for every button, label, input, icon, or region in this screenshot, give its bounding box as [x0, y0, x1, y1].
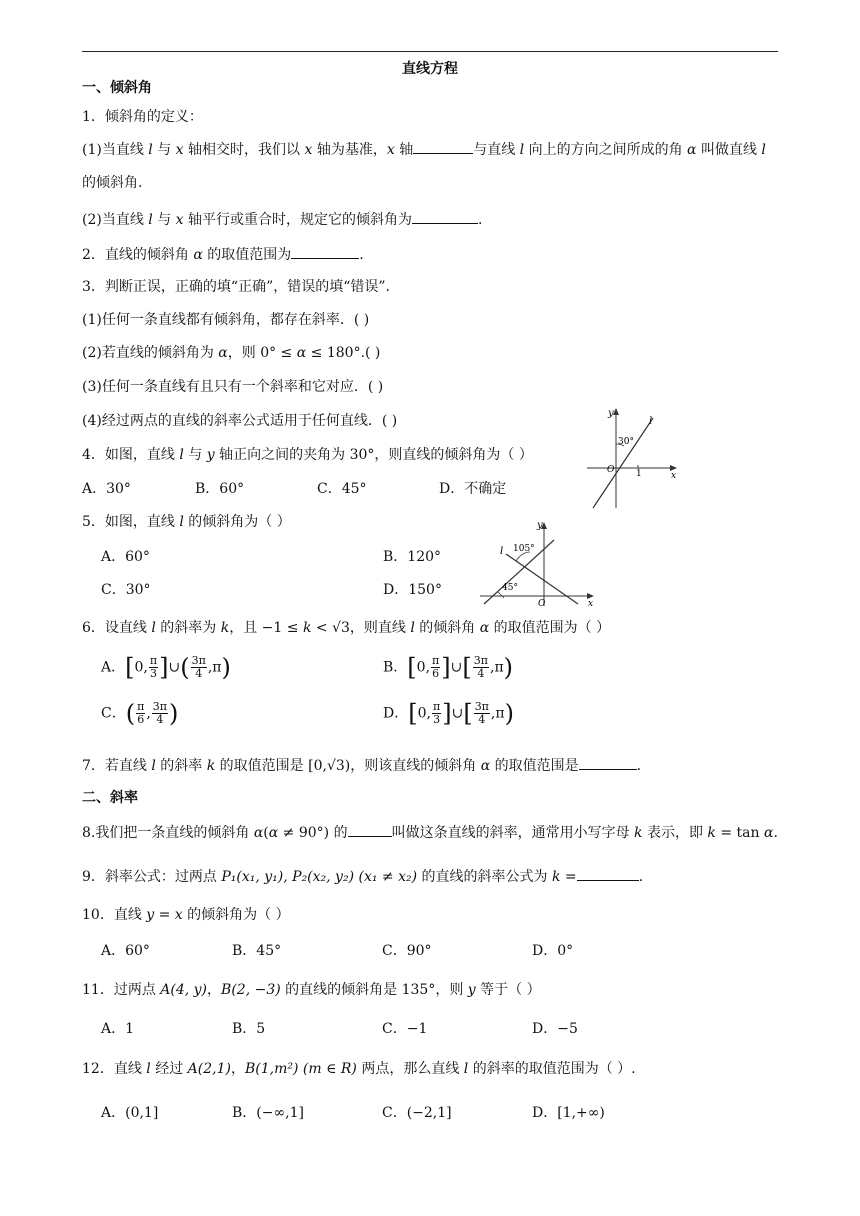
q5-option-d[interactable]: D．150° [383, 582, 442, 598]
q3-s4: (4)经过两点的直线的斜率公式适用于任何直线．( ) [82, 413, 398, 429]
section-heading-1: 一、倾斜角 [82, 80, 152, 96]
q7-stem: 7．若直线 l 的斜率 k 的取值范围是 [0,√3)，则该直线的倾斜角 α 的取值范围是 . [82, 755, 641, 775]
q4-option-d[interactable]: D．不确定 [439, 481, 507, 497]
q11-option-c[interactable]: C．−1 [382, 1021, 428, 1037]
q10-option-c[interactable]: C．90° [382, 943, 432, 959]
q1-part2: (2)当直线 l 与 x 轴平行或重合时，规定它的倾斜角为 . [82, 209, 482, 229]
q10-option-b[interactable]: B．45° [232, 943, 282, 959]
q11-option-a[interactable]: A．1 [101, 1021, 135, 1037]
q5-option-c[interactable]: C．30° [101, 582, 151, 598]
q12-option-d[interactable]: D．[1,+∞) [532, 1105, 605, 1121]
q12-stem: 12．直线 l 经过 A(2,1)，B(1,m²) (m ∈ R) 两点，那么直线 l 的斜率的取值范围为（ ）. [82, 1061, 636, 1077]
q8: 8.我们把一条直线的倾斜角 α(α ≠ 90°) 的 叫做这条直线的斜率，通常用小写字母 k 表示，即 k = tan α. [82, 822, 778, 842]
q11-option-d[interactable]: D．−5 [532, 1021, 578, 1037]
blank-3[interactable] [291, 244, 359, 259]
q4-option-a[interactable]: A．30° [82, 481, 131, 497]
q9: 9．斜率公式：过两点 P₁(x₁, y₁), P₂(x₂, y₂) (x₁ ≠ x₂) 的直线的斜率公式为 k = . [82, 866, 643, 886]
q3-stem: 3．判断正误，正确的填“正确”，错误的填“错误”. [82, 279, 390, 295]
q6-option-a[interactable]: A．[0, $\frac{\pi}{3}$ ]∪( $\frac{3\pi}{4}$ ,π) [101, 653, 231, 682]
q6-stem: 6．设直线 l 的斜率为 k，且 −1 ≤ k < √3，则直线 l 的倾斜角 α 的取值范围为（ ） [82, 620, 611, 636]
q1-stem: 1．倾斜角的定义： [82, 109, 203, 125]
q6-option-b[interactable]: B．[0, $\frac{\pi}{6}$ ]∪[ $\frac{3\pi}{4}$ ,π) [383, 653, 514, 682]
blank-6[interactable] [577, 866, 639, 881]
q4-label-x: x [671, 471, 677, 481]
q11-stem: 11．过两点 A(4, y)，B(2, −3) 的直线的倾斜角是 135°，则 y 等于（ ） [82, 982, 541, 998]
q4-stem: 4．如图，直线 l 与 y 轴正向之间的夹角为 30°，则直线的倾斜角为（ ） [82, 447, 533, 463]
q11-option-b[interactable]: B．5 [232, 1021, 266, 1037]
q5-label-l: l [500, 546, 504, 557]
q3-s1: (1)任何一条直线都有倾斜角，都存在斜率．( ) [82, 312, 370, 328]
q4-label-y: y [608, 408, 614, 419]
q6-option-d[interactable]: D．[0, $\frac{\pi}{3}$ ]∪[ $\frac{3\pi}{4}$ ,π) [383, 699, 514, 728]
q5-label-105: 105° [513, 544, 535, 554]
q5-label-45: 45° [502, 583, 518, 593]
blank-4[interactable] [579, 755, 637, 770]
q5-label-O: O [538, 599, 546, 608]
page-title: 直线方程 [402, 61, 458, 77]
q3-s3: (3)任何一条直线有且只有一个斜率和它对应．( ) [82, 379, 384, 395]
q10-option-d[interactable]: D．0° [532, 943, 574, 959]
q4-option-c[interactable]: C．45° [317, 481, 367, 497]
q5-option-b[interactable]: B．120° [383, 549, 442, 565]
header-rule [82, 51, 778, 52]
q4-label-1: 1 [636, 469, 642, 479]
q10-stem: 10．直线 y = x 的倾斜角为（ ） [82, 907, 290, 923]
q4-option-b[interactable]: B．60° [195, 481, 245, 497]
q5-label-y: y [537, 520, 543, 531]
q12-option-a[interactable]: A．(0,1] [101, 1105, 159, 1121]
q5-figure [476, 518, 600, 608]
q12-option-c[interactable]: C．(−2,1] [382, 1105, 452, 1121]
q12-option-b[interactable]: B．(−∞,1] [232, 1105, 304, 1121]
q4-label-l: l [649, 416, 653, 427]
q2: 2．直线的倾斜角 α 的取值范围为 . [82, 244, 364, 264]
blank-5[interactable] [348, 822, 392, 837]
q5-option-a[interactable]: A．60° [101, 549, 150, 565]
q5-stem: 5．如图，直线 l 的倾斜角为（ ） [82, 514, 291, 530]
section-heading-2: 二、斜率 [82, 790, 138, 806]
q4-label-30: 30° [618, 437, 634, 447]
q4-y-arrow [613, 408, 619, 415]
q4-figure [583, 404, 683, 510]
q4-line-l [593, 418, 653, 508]
q6-option-c[interactable]: C．( $\frac{\pi}{6}$ , $\frac{3\pi}{4}$ ) [101, 699, 179, 728]
blank-2[interactable] [412, 209, 478, 224]
q1-part1-cont: 的倾斜角. [82, 175, 143, 191]
q5-label-x: x [588, 599, 594, 608]
q4-label-O: O [607, 465, 615, 475]
q3-s2: (2)若直线的倾斜角为 α，则 0° ≤ α ≤ 180°.( ) [82, 345, 381, 361]
q1-part1: (1)当直线 l 与 x 轴相交时，我们以 x 轴为基准，x 轴 与直线 l 向上的方向之间所成的角 α 叫做直线 l [82, 139, 766, 159]
blank-1[interactable] [413, 139, 473, 154]
q10-option-a[interactable]: A．60° [101, 943, 150, 959]
